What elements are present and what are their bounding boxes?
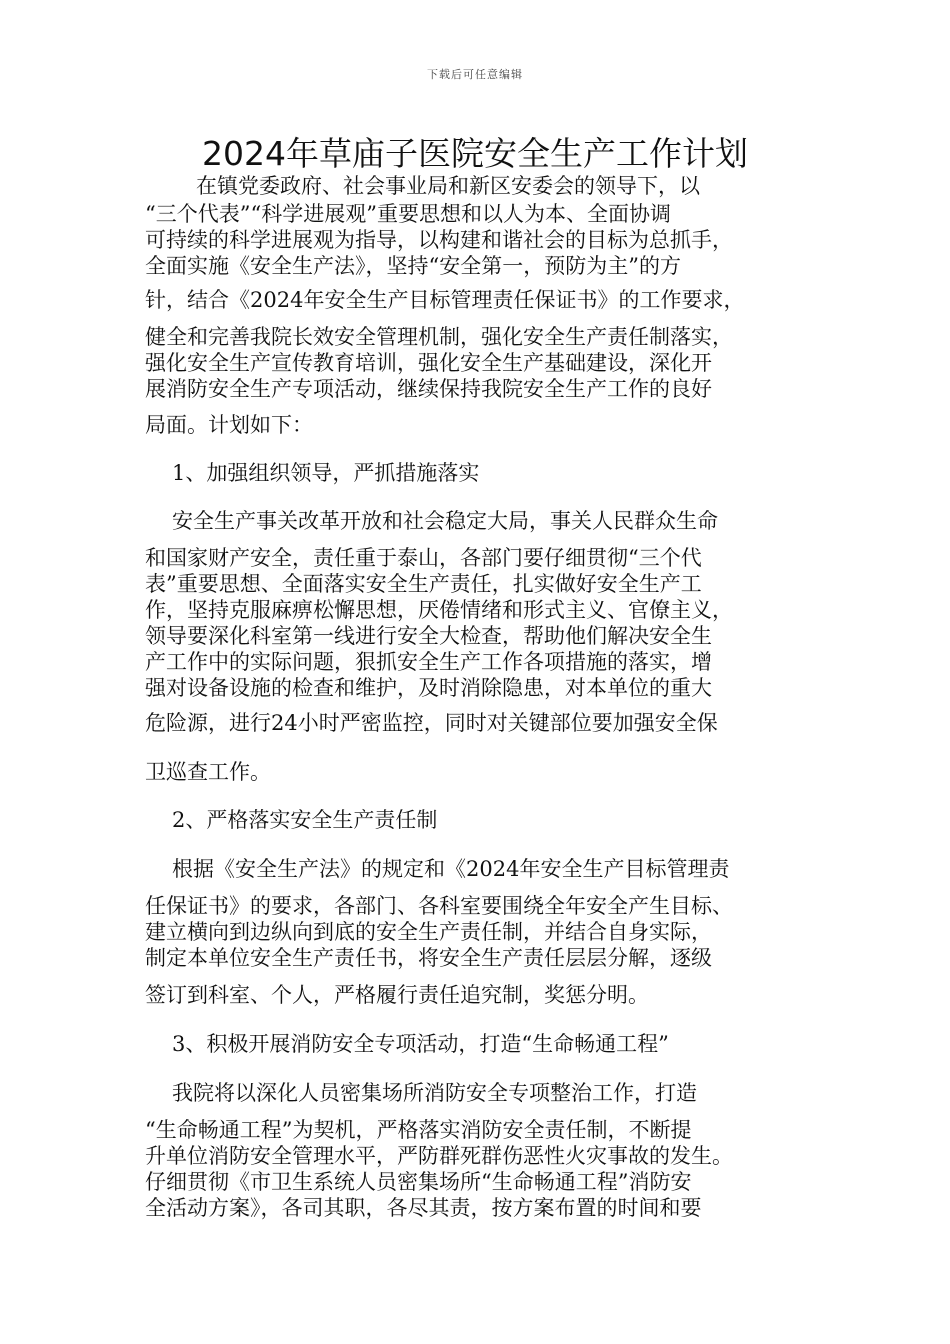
paragraph-line: 升单位消防安全管理水平，严防群死群伤恶性火灾事故的发生。 — [145, 1144, 733, 1168]
paragraph-line: 表”重要思想、全面落实安全生产责任，扎实做好安全生产工 — [145, 572, 702, 596]
paragraph-line: “生命畅通工程”为契机，严格落实消防安全责任制，不断提 — [145, 1118, 692, 1142]
section-heading: 1、加强组织领导，严抓措施落实 — [172, 461, 480, 485]
paragraph-line: 局面。计划如下： — [145, 413, 313, 437]
page-title: 2024年草庙子医院安全生产工作计划 — [202, 134, 748, 173]
paragraph-line: 制定本单位安全生产责任书，将安全生产责任层层分解，逐级 — [145, 946, 712, 970]
paragraph-line: 卫巡查工作。 — [145, 760, 271, 784]
paragraph-line: 产工作中的实际问题，狠抓安全生产工作各项措施的落实，增 — [145, 650, 712, 674]
paragraph-line: 健全和完善我院长效安全管理机制，强化安全生产责任制落实， — [145, 325, 733, 349]
paragraph-line: 全面实施《安全生产法》，坚持“安全第一，预防为主”的方 — [145, 254, 681, 278]
paragraph-line: 我院将以深化人员密集场所消防安全专项整治工作，打造 — [172, 1081, 697, 1105]
paragraph-line: 危险源，进行24小时严密监控，同时对关键部位要加强安全保 — [145, 711, 718, 735]
paragraph-line: 展消防安全生产专项活动，继续保持我院安全生产工作的良好 — [145, 377, 712, 401]
paragraph-line: 任保证书》的要求，各部门、各科室要围绕全年安全产生目标、 — [145, 894, 733, 918]
paragraph-line: 全活动方案》，各司其职，各尽其责，按方案布置的时间和要 — [145, 1196, 702, 1220]
paragraph-line: 作，坚持克服麻痹松懈思想，厌倦情绪和形式主义、官僚主义， — [145, 598, 733, 622]
paragraph-line: 可持续的科学进展观为指导，以构建和谐社会的目标为总抓手， — [145, 228, 733, 252]
paragraph-line: 强对设备设施的检查和维护，及时消除隐患，对本单位的重大 — [145, 676, 712, 700]
paragraph-line: 在镇党委政府、社会事业局和新区安委会的领导下，以 — [196, 174, 700, 198]
paragraph-line: “三个代表”“科学进展观”重要思想和以人为本、全面协调 — [145, 202, 671, 226]
paragraph-line: 签订到科室、个人，严格履行责任追究制，奖惩分明。 — [145, 983, 649, 1007]
section-heading: 3、积极开展消防安全专项活动，打造“生命畅通工程” — [172, 1032, 669, 1056]
paragraph-line: 针，结合《2024年安全生产目标管理责任保证书》的工作要求， — [145, 288, 745, 312]
paragraph-line: 建立横向到边纵向到底的安全生产责任制，并结合自身实际， — [145, 920, 712, 944]
paragraph-line: 仔细贯彻《市卫生系统人员密集场所“生命畅通工程”消防安 — [145, 1170, 692, 1194]
paragraph-line: 和国家财产安全，责任重于泰山，各部门要仔细贯彻“三个代 — [145, 546, 702, 570]
paragraph-line: 强化安全生产宣传教育培训，强化安全生产基础建设，深化开 — [145, 351, 712, 375]
paragraph-line: 领导要深化科室第一线进行安全大检查，帮助他们解决安全生 — [145, 624, 712, 648]
section-heading: 2、严格落实安全生产责任制 — [172, 808, 438, 832]
paragraph-line: 安全生产事关改革开放和社会稳定大局，事关人民群众生命 — [172, 509, 718, 533]
header-note: 下载后可任意编辑 — [427, 68, 523, 81]
paragraph-line: 根据《安全生产法》的规定和《2024年安全生产目标管理责 — [172, 857, 730, 881]
